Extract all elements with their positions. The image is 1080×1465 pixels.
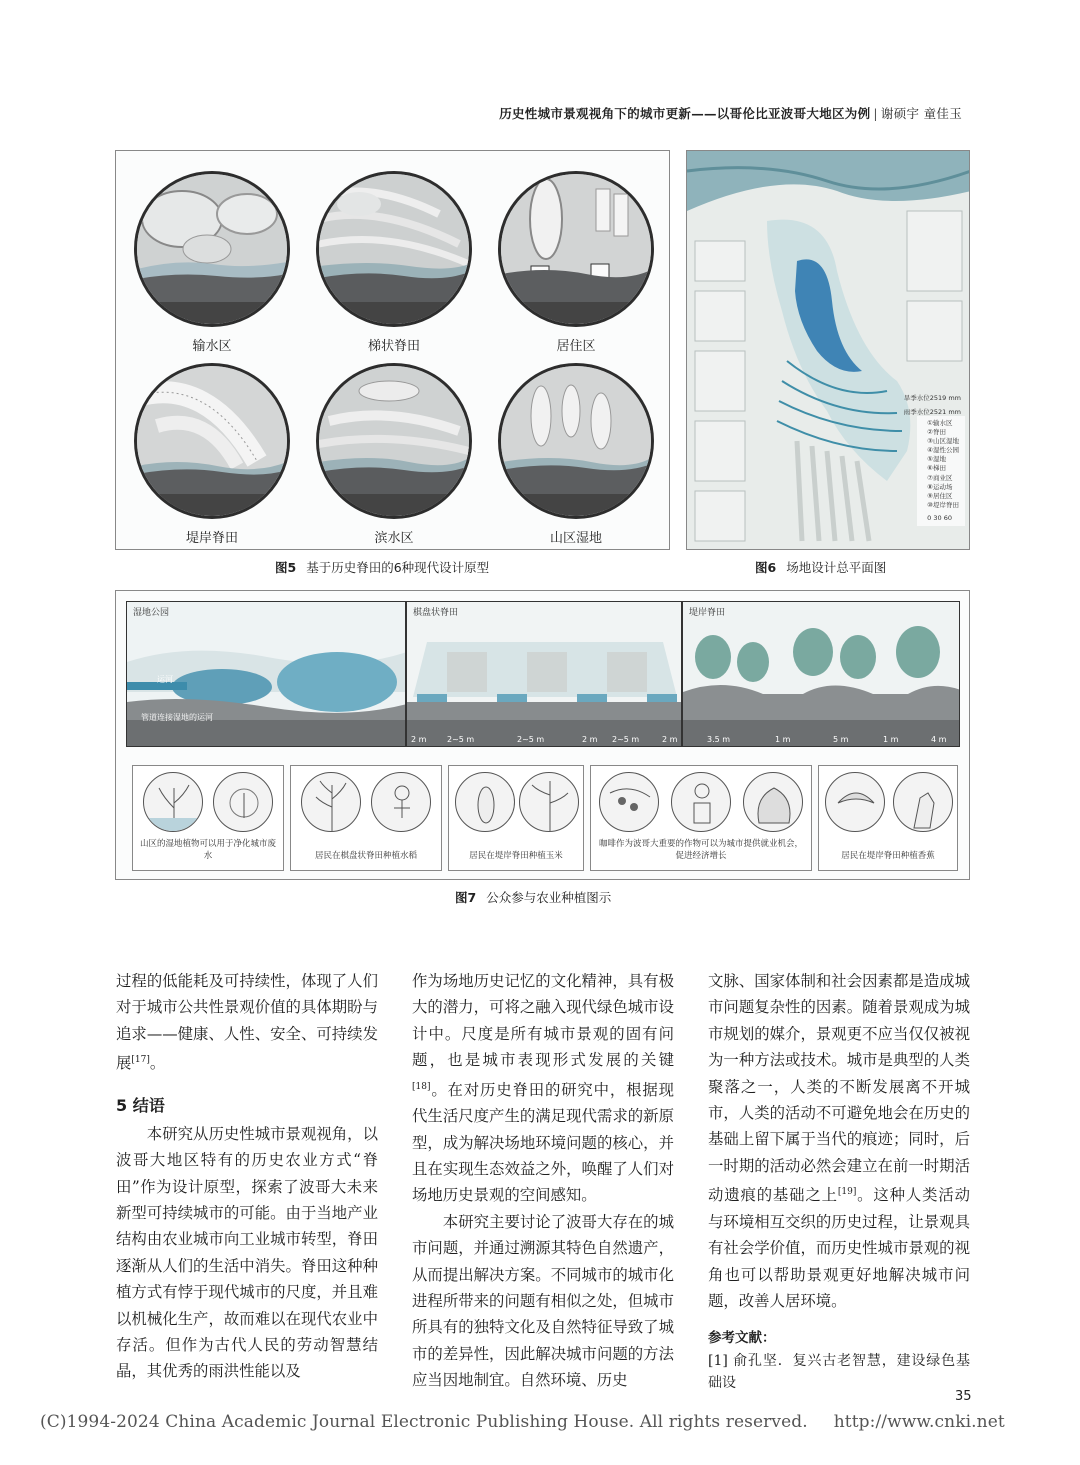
dimension-label: 1 m bbox=[883, 735, 899, 744]
running-header bbox=[499, 104, 962, 122]
section-title: 堤岸脊田 bbox=[689, 608, 726, 618]
coffee-sack-illustration bbox=[743, 772, 803, 832]
panel-coffee bbox=[590, 765, 812, 871]
legend-item: ⑤湿地 bbox=[927, 455, 946, 464]
coffee-worker-illustration bbox=[671, 772, 731, 832]
citation: [17] bbox=[131, 1055, 150, 1066]
dimension-label: 2~5 m bbox=[612, 735, 640, 744]
corn-plant-illustration bbox=[519, 772, 579, 832]
figure-number: 图5 bbox=[275, 560, 297, 575]
prototype-image bbox=[316, 363, 472, 519]
figure-number: 图6 bbox=[755, 560, 777, 575]
prototype-2 bbox=[314, 171, 474, 354]
paragraph-text: 。这种人类活动与环境相互交织的历史过程，让景观具有社会学价值，而历史性城市景观的视角也可以帮助景观更好地解决城市问题，改善人居环境。 bbox=[708, 1186, 970, 1310]
prototype-label: 堤岸脊田 bbox=[185, 531, 238, 546]
panel-wetland-plants bbox=[132, 765, 284, 871]
article-title: 历史性城市景观视角下的城市更新——以哥伦比亚波哥大地区为例 bbox=[499, 106, 871, 121]
article-authors: 谢硕宇 童佳玉 bbox=[880, 106, 962, 121]
dry-season-level: 旱季水位2519 mm bbox=[903, 394, 961, 402]
pipe-label: 管道连接湿地的运河 bbox=[141, 713, 213, 722]
panel-rice bbox=[290, 765, 442, 871]
citation: [19] bbox=[837, 1187, 857, 1198]
legend-item: ②脊田 bbox=[927, 428, 946, 437]
prototype-image bbox=[498, 171, 654, 327]
prototype-1 bbox=[132, 171, 292, 354]
prototype-image bbox=[134, 171, 290, 327]
dimension-label: 4 m bbox=[931, 735, 947, 744]
panel-caption: 山区的湿地植物可以用于净化城市废水 bbox=[139, 839, 276, 861]
paragraph: 本研究主要讨论了波哥大存在的城市问题，并通过溯源其特色自然遗产，从而提出解决方案。不同城市的城市化进程所带来的问题有相似之处，但城市所具有的独特文化及自然特征导致了城市的差异性，因此解决城市问题的方法应当因地制宜。自然环境、历史 bbox=[412, 1212, 674, 1390]
legend-item: ⑧运动场 bbox=[927, 482, 953, 491]
figure-number: 图7 bbox=[455, 890, 477, 905]
panel-corn bbox=[448, 765, 584, 871]
figure-5 bbox=[115, 150, 670, 550]
canal-label: 运河 bbox=[157, 675, 173, 684]
map-scale: 0 30 60 bbox=[927, 513, 952, 522]
dimension-label: 5 m bbox=[833, 735, 849, 744]
legend-item: ⑩堤岸脊田 bbox=[927, 500, 959, 509]
prototype-label: 滨水区 bbox=[374, 531, 414, 546]
prototype-6 bbox=[496, 363, 656, 546]
corn-illustration bbox=[455, 772, 515, 832]
figure-6 bbox=[686, 150, 970, 550]
wet-season-level: 雨季水位2521 mm bbox=[903, 408, 961, 416]
legend-item: ④湿性公园 bbox=[927, 446, 959, 455]
figure-7 bbox=[115, 590, 970, 880]
legend-item: ①输水区 bbox=[927, 419, 953, 427]
paragraph-text: 。在对历史脊田的研究中，根据现代生活尺度产生的满足现代需求的新原型，成为解决场地环境问题的核心，并且在实现生态效益之外，唤醒了人们对场地历史景观的空间感知。 bbox=[412, 1080, 674, 1205]
dimension-label: 1 m bbox=[775, 735, 791, 744]
farmer-illustration bbox=[371, 772, 431, 832]
header-separator: | bbox=[873, 106, 878, 121]
references-heading: 参考文献： bbox=[708, 1330, 776, 1347]
text-column-1 bbox=[116, 968, 378, 1385]
prototype-label: 山区湿地 bbox=[549, 531, 602, 546]
copyright-footer bbox=[40, 1412, 1005, 1432]
figure-6-caption bbox=[755, 558, 886, 576]
legend-item: ⑥梯田 bbox=[927, 464, 946, 473]
dimension-label: 2~5 m bbox=[447, 735, 475, 744]
paragraph-text: 作为场地历史记忆的文化精神，具有极大的潜力，可将之融入现代绿色城市设计中。尺度是所有城市景观的固有问题，也是城市表现形式发展的关键 bbox=[412, 972, 674, 1070]
map-legend bbox=[927, 419, 959, 523]
prototype-image bbox=[134, 363, 290, 519]
banana-bunch-illustration bbox=[825, 772, 885, 832]
prototype-image bbox=[316, 171, 472, 327]
dimension-label: 2 m bbox=[582, 735, 598, 744]
section-wetland-park bbox=[126, 601, 406, 747]
panel-caption: 居民在堤岸脊田种植香蕉 bbox=[841, 850, 935, 861]
copyright-text: (C)1994-2024 China Academic Journal Electronic Publishing House. All rights reserved. bbox=[40, 1412, 808, 1432]
figure-5-caption bbox=[275, 558, 489, 576]
dimension-label: 3.5 m bbox=[707, 735, 731, 744]
panel-caption: 居民在棋盘状脊田种植水稻 bbox=[314, 850, 417, 861]
prototype-label: 梯状脊田 bbox=[367, 339, 420, 354]
panel-caption: 咖啡作为波哥大重要的作物可以为城市提供就业机会，促进经济增长 bbox=[598, 839, 803, 861]
prototype-4 bbox=[132, 363, 292, 546]
panel-caption: 居民在堤岸脊田种植玉米 bbox=[469, 850, 563, 861]
coffee-plant-illustration bbox=[599, 772, 659, 832]
section-title: 湿地公园 bbox=[133, 608, 170, 618]
section-checkerboard-field bbox=[406, 601, 682, 747]
paragraph-text: 。 bbox=[149, 1054, 166, 1073]
wetland-plant-illustration bbox=[143, 772, 203, 832]
hand-illustration bbox=[893, 772, 953, 832]
citation: [18] bbox=[412, 1081, 431, 1092]
section-heading: 5 结语 bbox=[116, 1095, 165, 1115]
figure-7-caption bbox=[455, 888, 611, 906]
paragraph-text: 过程的低能耗及可持续性，体现了人们对于城市公共性景观价值的具体期盼与追求——健康、人性、安全、可持续发展 bbox=[116, 972, 378, 1073]
dimension-label: 2~5 m bbox=[517, 735, 545, 744]
legend-item: ⑦商业区 bbox=[927, 473, 953, 482]
dimension-label: 2 m bbox=[662, 735, 678, 744]
prototype-image bbox=[498, 363, 654, 519]
text-column-3 bbox=[708, 968, 970, 1394]
figure-caption-text: 场地设计总平面图 bbox=[786, 560, 887, 575]
prototype-3 bbox=[496, 171, 656, 354]
section-title: 棋盘状脊田 bbox=[413, 608, 459, 618]
page-number: 35 bbox=[955, 1389, 972, 1404]
legend-item: ⑨居住区 bbox=[927, 491, 953, 500]
legend-item: ③山区湿地 bbox=[927, 437, 959, 446]
paragraph bbox=[116, 968, 378, 1077]
prototype-5 bbox=[314, 363, 474, 546]
dimension-label: 2 m bbox=[411, 735, 427, 744]
reference-item: [1] 俞孔坚．复兴古老智慧，建设绿色基础设 bbox=[708, 1353, 970, 1392]
text-column-2 bbox=[412, 968, 674, 1394]
figure-caption-text: 基于历史脊田的6种现代设计原型 bbox=[306, 560, 490, 575]
section-embankment-field bbox=[682, 601, 960, 747]
panel-banana bbox=[818, 765, 958, 871]
prototype-label: 输水区 bbox=[192, 339, 232, 354]
prototype-label: 居住区 bbox=[556, 339, 596, 354]
nitrogen-cycle-illustration bbox=[213, 772, 273, 832]
paragraph bbox=[708, 968, 970, 1314]
figure-caption-text: 公众参与农业种植图示 bbox=[486, 890, 612, 905]
footer-url: http://www.cnki.net bbox=[833, 1412, 1005, 1432]
rice-plant-illustration bbox=[301, 772, 361, 832]
paragraph bbox=[412, 968, 674, 1209]
paragraph: 本研究从历史性城市景观视角，以波哥大地区特有的历史农业方式“脊田”作为设计原型，探索了波哥大未来新型可持续城市的可能。由于当地产业结构由农业城市向工业城市转型，脊田逐渐从人们的生活中消失。脊田这种种植方式有悖于现代城市的尺度，并且难以机械化生产，故而难以在现代农业中存活。但作为古代人民的劳动智慧结晶，其优秀的雨洪性能以及 bbox=[116, 1124, 378, 1381]
paragraph-text: 文脉、国家体制和社会因素都是造成城市问题复杂性的因素。随着景观成为城市规划的媒介，景观更不应当仅仅被视为一种方法或技术。城市是典型的人类聚落之一，人类的不断发展离不开城市，人类的活动不可避免地会在历史的基础上留下属于当代的痕迹；同时，后一时期的活动必然会建立在前一时期活动遗痕的基础之上 bbox=[708, 972, 970, 1205]
